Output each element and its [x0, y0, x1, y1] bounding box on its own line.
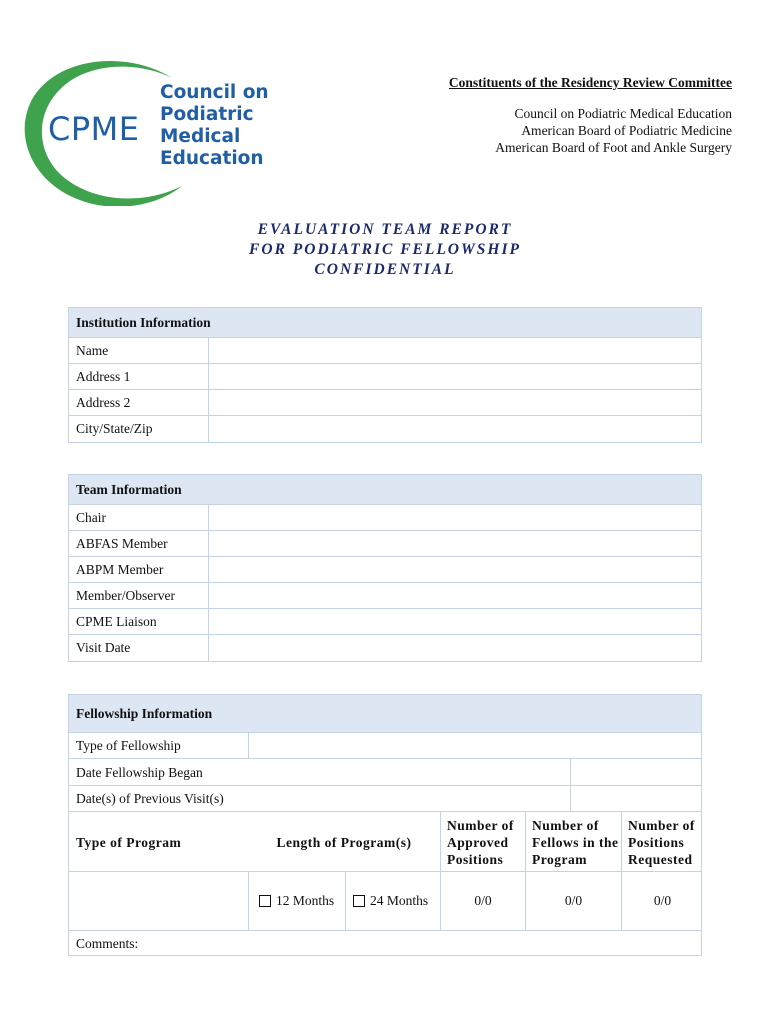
constituent-item: American Board of Podiatric Medicine [521, 123, 732, 138]
name-field[interactable] [209, 338, 701, 363]
fellowship-header: Fellowship Information [69, 695, 701, 733]
field-label: Date(s) of Previous Visit(s) [76, 791, 224, 806]
form-row [69, 338, 701, 364]
col-heading-line: Number of [532, 817, 599, 833]
field-label: City/State/Zip [69, 416, 209, 442]
logo-name [160, 82, 322, 170]
field-label: Name [69, 338, 209, 363]
col-positions-requested [628, 812, 703, 872]
field-label: Date Fellowship Began [76, 764, 203, 780]
col-heading-line: Requested [628, 851, 693, 867]
abpm-member-field[interactable] [209, 557, 701, 582]
form-row [69, 416, 701, 442]
type-of-program-field[interactable] [69, 872, 248, 930]
option-label: 24 Months [370, 893, 429, 908]
col-heading-line: Positions [628, 834, 685, 850]
abfas-member-field[interactable] [209, 531, 701, 556]
address1-field[interactable] [209, 364, 701, 389]
option-label: 12 Months [276, 893, 335, 908]
form-row [69, 583, 701, 609]
fellowship-table [68, 694, 702, 956]
approved-positions-value[interactable]: 0/0 [474, 893, 492, 908]
field-label: ABPM Member [69, 557, 209, 582]
field-label: ABFAS Member [69, 531, 209, 556]
team-header: Team Information [69, 475, 701, 505]
constituent-item: American Board of Foot and Ankle Surgery [495, 140, 732, 155]
team-table [68, 474, 702, 662]
form-row [69, 557, 701, 583]
date-began-field[interactable] [571, 759, 701, 786]
type-of-fellowship-field[interactable] [249, 732, 703, 759]
title-line: CONFIDENTIAL [314, 261, 456, 278]
title-line: FOR PODIATRIC FELLOWSHIP [249, 241, 521, 258]
previous-visits-field[interactable] [571, 786, 701, 812]
institution-header: Institution Information [69, 308, 701, 338]
field-label: Member/Observer [69, 583, 209, 608]
logo-name-line: Podiatric Medical [160, 104, 254, 147]
col-length-of-program: Length of Program(s) [276, 834, 412, 850]
field-label: Type of Fellowship [76, 737, 181, 753]
title-line: EVALUATION TEAM REPORT [257, 221, 513, 238]
form-row [69, 390, 701, 416]
logo-name-line: Council on [160, 82, 269, 103]
col-heading-line: Approved [447, 834, 509, 850]
logo-name-line: Education [160, 148, 264, 169]
field-label: CPME Liaison [69, 609, 209, 634]
col-approved-positions [447, 812, 527, 872]
fellows-in-program-value[interactable]: 0/0 [564, 893, 583, 908]
form-row [69, 531, 701, 557]
cpme-logo [22, 56, 322, 206]
col-heading-line: Fellows in the [532, 834, 619, 850]
field-label: Visit Date [69, 635, 209, 661]
option-24-months[interactable] [353, 872, 428, 930]
chair-field[interactable] [209, 505, 701, 530]
visit-date-field[interactable] [209, 635, 701, 661]
form-row [69, 635, 701, 661]
col-heading-line: Number of [628, 817, 695, 833]
comments-label: Comments: [76, 936, 139, 951]
col-type-of-program: Type of Program [76, 834, 182, 850]
checkbox-icon[interactable] [353, 895, 365, 907]
member-observer-field[interactable] [209, 583, 701, 608]
col-heading-line: Positions [447, 851, 504, 867]
logo-acronym: CPME [48, 110, 140, 148]
form-row [69, 505, 701, 531]
field-label: Address 1 [69, 364, 209, 389]
field-label: Address 2 [69, 390, 209, 415]
form-row [69, 364, 701, 390]
address2-field[interactable] [209, 390, 701, 415]
city-state-zip-field[interactable] [209, 416, 701, 442]
form-row [69, 609, 701, 635]
checkbox-icon[interactable] [259, 895, 271, 907]
col-heading-line: Number of [447, 817, 514, 833]
positions-requested-value[interactable]: 0/0 [653, 893, 672, 908]
col-heading-line: Program [532, 851, 587, 867]
constituents-heading: Constituents of the Residency Review Committee [448, 75, 732, 90]
cpme-liaison-field[interactable] [209, 609, 701, 634]
option-12-months[interactable] [259, 872, 334, 930]
field-label: Chair [69, 505, 209, 530]
constituents-block [449, 74, 732, 156]
constituent-item: Council on Podiatric Medical Education [514, 106, 732, 121]
col-fellows-in-program [532, 812, 622, 872]
institution-table [68, 307, 702, 443]
report-title [0, 220, 770, 280]
